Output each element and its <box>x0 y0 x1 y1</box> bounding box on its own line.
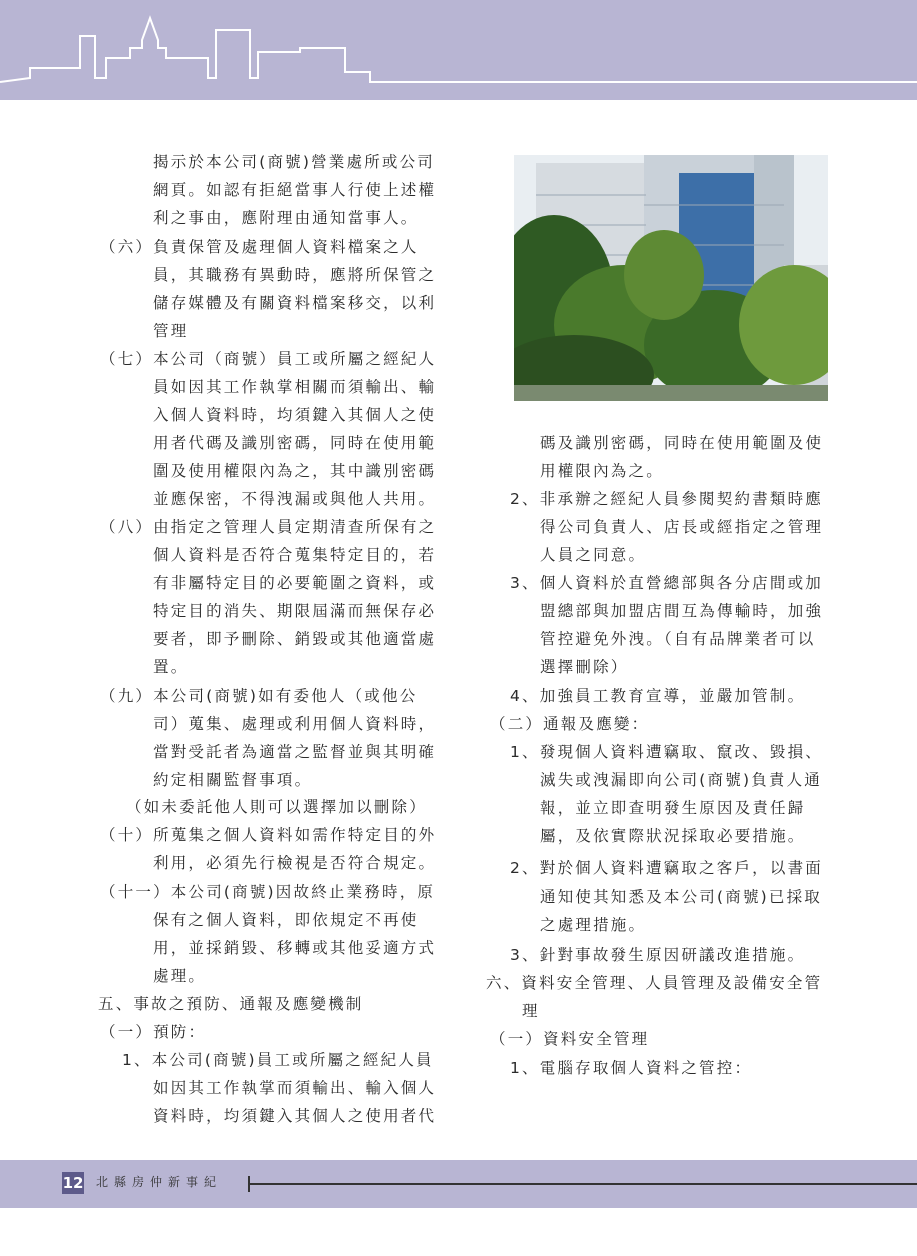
body-line: 員如因其工作執掌相關而須輸出、輸 <box>153 378 437 396</box>
body-line: 特定目的消失、期限屆滿而無保存必 <box>153 602 437 620</box>
body-line: 利用，必須先行檢視是否符合規定。 <box>153 854 437 872</box>
body-line: 盟總部與加盟店間互為傳輸時，加強 <box>540 602 824 620</box>
numbered-item: 3、針對事故發生原因研議改進措施。 <box>510 946 806 964</box>
list-item-heading: （七）本公司（商號）員工或所屬之經紀人 <box>100 350 437 368</box>
body-line: 儲存媒體及有關資料檔案移交，以利 <box>153 294 437 312</box>
body-line: 得公司負責人、店長或經指定之管理 <box>540 518 824 536</box>
page-number: 12 <box>62 1174 84 1192</box>
body-line: 入個人資料時，均須鍵入其個人之使 <box>153 406 437 424</box>
numbered-item: 2、非承辦之經紀人員參閱契約書類時應 <box>510 490 823 508</box>
body-line: 並應保密，不得洩漏或與他人共用。 <box>153 490 437 508</box>
body-line: 利之事由，應附理由通知當事人。 <box>153 209 419 227</box>
body-line: 滅失或洩漏即向公司(商號)負責人通 <box>540 771 822 789</box>
body-line: 報，並立即查明發生原因及責任歸 <box>540 799 806 817</box>
body-line: 圍及使用權限內為之，其中識別密碼 <box>153 462 437 480</box>
numbered-item: 4、加強員工教育宣導，並嚴加管制。 <box>510 687 806 705</box>
body-line: 揭示於本公司(商號)營業處所或公司 <box>153 153 435 171</box>
body-line: 有非屬特定目的必要範圍之資料，或 <box>153 574 437 592</box>
footer-divider-line <box>248 1183 917 1185</box>
numbered-item: 1、本公司(商號)員工或所屬之經紀人員 <box>122 1051 434 1069</box>
list-item-heading: （九）本公司(商號)如有委他人（或他公 <box>100 687 418 705</box>
list-item-heading: （十一）本公司(商號)因故終止業務時，原 <box>100 883 436 901</box>
list-item-heading: （八）由指定之管理人員定期清查所保有之 <box>100 518 437 536</box>
numbered-item: 3、個人資料於直營總部與各分店間或加 <box>510 574 823 592</box>
body-line: 保有之個人資料，即依規定不再使 <box>153 911 419 929</box>
body-line: 之處理措施。 <box>540 916 647 934</box>
body-line: 置。 <box>153 658 189 676</box>
body-line: 通知使其知悉及本公司(商號)已採取 <box>540 888 822 906</box>
numbered-item: 1、電腦存取個人資料之管控： <box>510 1059 753 1077</box>
body-line: 如因其工作執掌而須輸出、輸入個人 <box>153 1079 437 1097</box>
body-line: 管控避免外洩。（自有品牌業者可以 <box>540 630 816 648</box>
skyline-line-art <box>0 0 917 100</box>
body-line: 用權限內為之。 <box>540 462 664 480</box>
body-line: 司）蒐集、處理或利用個人資料時， <box>153 715 437 733</box>
numbered-item: 1、發現個人資料遭竊取、竄改、毀損、 <box>510 743 823 761</box>
list-item-heading: （十）所蒐集之個人資料如需作特定目的外 <box>100 826 437 844</box>
numbered-item: 2、對於個人資料遭竊取之客戶，以書面 <box>510 859 823 877</box>
body-line: 屬，及依實際狀況採取必要措施。 <box>540 827 806 845</box>
subsection-heading: （一）資料安全管理 <box>490 1030 650 1048</box>
body-line: 資料時，均須鍵入其個人之使用者代 <box>153 1107 437 1125</box>
building-photo-art <box>514 155 828 401</box>
body-line: 處理。 <box>153 967 207 985</box>
body-line: 用者代碼及識別密碼，同時在使用範 <box>153 434 437 452</box>
body-line: 用，並採銷毀、移轉或其他妥適方式 <box>153 939 437 957</box>
section-heading: 六、資料安全管理、人員管理及設備安全管 <box>486 974 823 992</box>
body-line: 網頁。如認有拒絕當事人行使上述權 <box>153 181 437 199</box>
subsection-heading: （一）預防： <box>100 1023 207 1041</box>
header-banner <box>0 0 917 100</box>
body-line: 人員之同意。 <box>540 546 647 564</box>
body-line: 當對受託者為適當之監督並與其明確 <box>153 743 437 761</box>
body-line: 要者，即予刪除、銷毀或其他適當處 <box>153 630 437 648</box>
note-line: （如未委託他人則可以選擇加以刪除） <box>126 798 427 816</box>
body-line: 員，其職務有異動時，應將所保管之 <box>153 266 437 284</box>
body-line: 個人資料是否符合蒐集特定目的，若 <box>153 546 437 564</box>
section-heading: 五、事故之預防、通報及應變機制 <box>98 995 364 1013</box>
subsection-heading: （二）通報及應變： <box>490 715 650 733</box>
body-line: 理 <box>522 1002 540 1020</box>
body-line: 約定相關監督事項。 <box>153 771 313 789</box>
body-line: 選擇刪除） <box>540 658 629 676</box>
publication-title: 北縣房仲新事紀 <box>96 1175 223 1189</box>
body-line: 管理 <box>153 322 189 340</box>
body-line: 碼及識別密碼，同時在使用範圍及使 <box>540 434 824 452</box>
building-photo <box>514 155 828 401</box>
list-item-heading: （六）負責保管及處理個人資料檔案之人 <box>100 238 419 256</box>
